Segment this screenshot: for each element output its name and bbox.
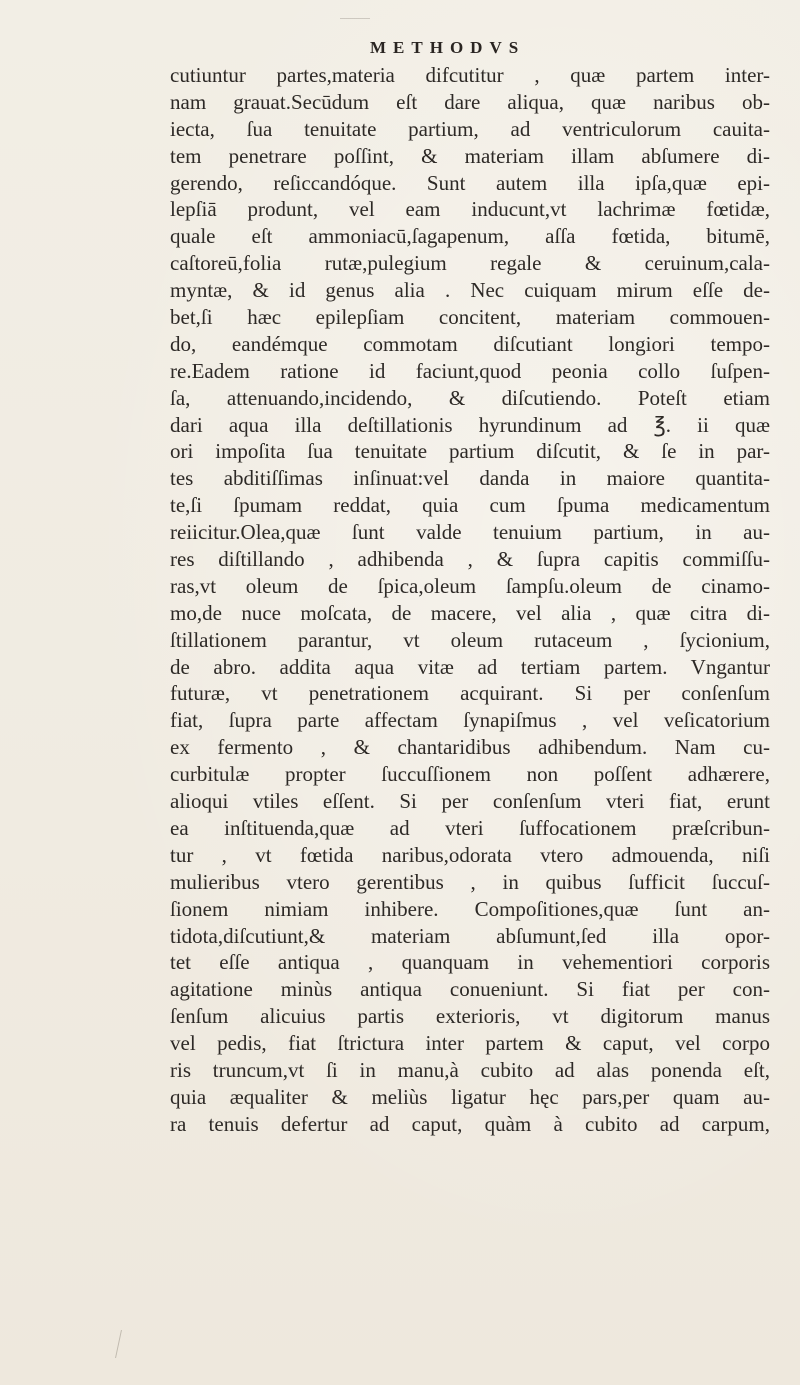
- text-line: re.Eadem ratione id faciunt,quod peonia collo ſuſpen-: [170, 358, 770, 383]
- text-line: te,ſi ſpumam reddat, quia cum ſpuma medicamentum: [170, 493, 770, 518]
- text-line: lepſiā produnt, vel eam inducunt,vt lachrimæ fœtidæ,: [170, 197, 770, 222]
- text-line: quia æqualiter & meliùs ligatur hęc pars,per quam au-: [170, 1084, 770, 1109]
- text-line: agitatione minùs antiqua conueniunt. Si fiat per con-: [170, 977, 770, 1002]
- text-line: res diſtillando , adhibenda , & ſupra capitis commiſſu-: [170, 547, 770, 572]
- text-line: ſenſum alicuius partis exterioris, vt digitorum manus: [170, 1004, 770, 1029]
- text-line: ras,vt oleum de ſpica,oleum ſampſu.oleum de cinamo-: [170, 573, 770, 598]
- text-line: bet,ſi hæc epilepſiam concitent, materiam commouen-: [170, 305, 770, 330]
- text-line: tes abditiſſimas inſinuat:vel danda in maiore quantita-: [170, 466, 770, 491]
- paper-fleck: [340, 18, 370, 19]
- margin-pen-mark: [115, 1330, 144, 1358]
- text-line: gerendo, reſiccandóque. Sunt autem illa ipſa,quæ epi-: [170, 170, 770, 195]
- text-line: fiat, ſupra parte affectam ſynapiſmus , vel veſicatorium: [170, 708, 770, 733]
- running-head: METHODVS: [370, 38, 526, 57]
- text-line: alioqui vtiles eſſent. Si per conſenſum vteri fiat, erunt: [170, 789, 770, 814]
- text-line: ſionem nimiam inhibere. Compoſitiones,quæ ſunt an-: [170, 896, 770, 921]
- text-line: mo,de nuce moſcata, de macere, vel alia , quæ citra di-: [170, 600, 770, 625]
- text-line: nam grauat.Secūdum eſt dare aliqua, quæ naribus ob-: [170, 89, 770, 114]
- text-line: vel pedis, fiat ſtrictura inter partem & caput, vel corpo: [170, 1031, 770, 1056]
- text-line: tem penetrare poſſint, & materiam illam abſumere di-: [170, 143, 770, 168]
- text-line: mulieribus vtero gerentibus , in quibus ſufficit ſuccuſ-: [170, 869, 770, 894]
- text-line: tur , vt fœtida naribus,odorata vtero admouenda, niſi: [170, 842, 770, 867]
- text-line: ra tenuis defertur ad caput, quàm à cubito ad carpum,: [170, 1111, 770, 1136]
- text-line: caſtoreū,folia rutæ,pulegium regale & ceruinum,cala-: [170, 251, 770, 276]
- body-text: [170, 62, 770, 1138]
- text-line: de abro. addita aqua vitæ ad tertiam partem. Vngantur: [170, 654, 770, 679]
- text-line: futuræ, vt penetrationem acquirant. Si per conſenſum: [170, 681, 770, 706]
- text-line: reiicitur.Olea,quæ ſunt valde tenuium partium, in au-: [170, 520, 770, 545]
- text-line: ex fermento , & chantaridibus adhibendum. Nam cu-: [170, 735, 770, 760]
- text-line: ris truncum,vt ſi in manu,à cubito ad alas ponenda eſt,: [170, 1057, 770, 1082]
- text-line: ori impoſita ſua tenuitate partium diſcutit, & ſe in par-: [170, 439, 770, 464]
- text-line: cutiuntur partes,materia difcutitur , quæ partem inter-: [170, 63, 770, 87]
- text-line: ſtillationem parantur, vt oleum rutaceum , ſycionium,: [170, 627, 770, 652]
- text-line: tet eſſe antiqua , quanquam in vehementiori corporis: [170, 950, 770, 975]
- text-line: ſa, attenuando,incidendo, & diſcutiendo. Poteſt etiam: [170, 385, 770, 410]
- text-line: do, eandémque commotam diſcutiant longiori tempo-: [170, 331, 770, 356]
- text-line: curbitulæ propter ſuccuſſionem non poſſent adhærere,: [170, 762, 770, 787]
- text-line: dari aqua illa deſtillationis hyrundinum ad ℥. ii quæ: [170, 412, 770, 437]
- text-line: quale eſt ammoniacū,ſagapenum, aſſa fœtida, bitumē,: [170, 224, 770, 249]
- text-line: tidota,diſcutiunt,& materiam abſumunt,ſed illa opor-: [170, 923, 770, 948]
- text-line: myntæ, & id genus alia . Nec cuiquam mirum eſſe de-: [170, 278, 770, 303]
- text-line: iecta, ſua tenuitate partium, ad ventriculorum cauita-: [170, 116, 770, 141]
- text-line: ea inſtituenda,quæ ad vteri ſuffocationem præſcribun-: [170, 815, 770, 840]
